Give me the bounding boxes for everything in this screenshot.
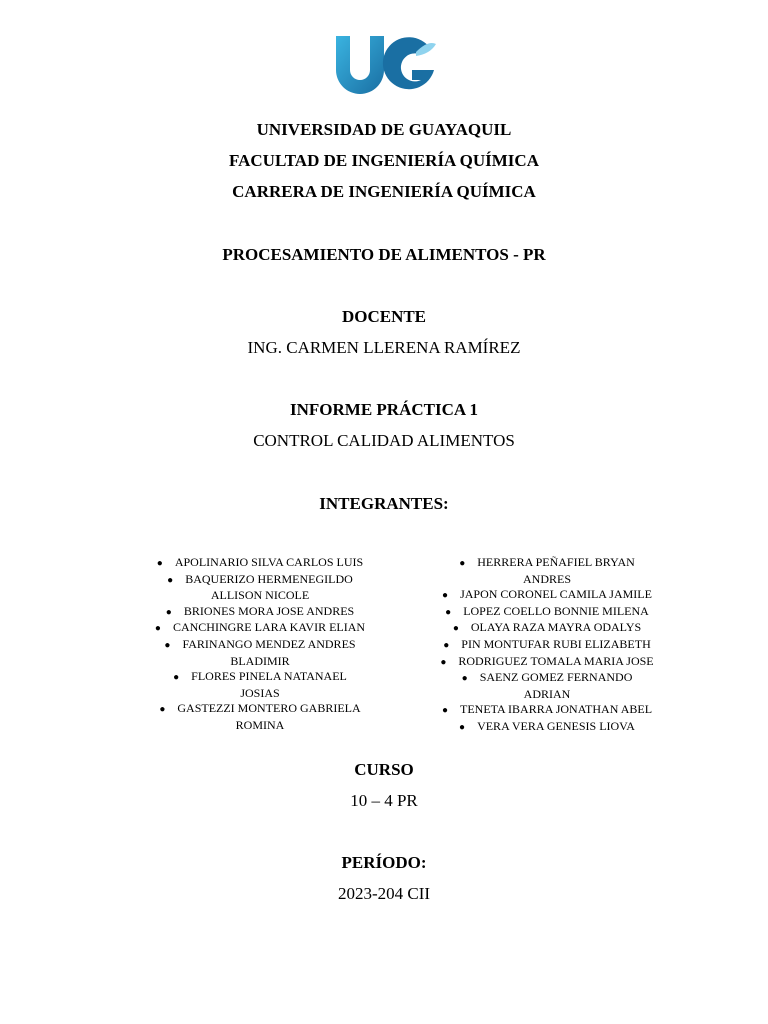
member-list-item [120,654,400,670]
member-list-item [412,637,682,654]
member-name: BAQUERIZO HERMENEGILDO [185,571,353,586]
member-name: APOLINARIO SILVA CARLOS LUIS [174,555,364,569]
member-name: FLORES PINELA NATANAEL [191,669,347,684]
university-logo [330,30,440,100]
member-list-item [120,555,400,572]
member-list-item [120,686,400,702]
member-list-item [412,687,682,703]
member-list-item [120,620,400,637]
member-name: VERA VERA GENESIS LIOVA [477,718,635,733]
members-list-left [120,555,400,734]
member-name: GASTEZZI MONTERO GABRIELA [177,701,361,716]
teacher-name: ING. CARMEN LLERENA RAMÍREZ [247,338,521,357]
course-value: 10 – 4 PR [350,791,418,810]
member-list-item [412,587,682,604]
member-name: CANCHINGRE LARA KAVIR ELIAN [172,620,366,635]
member-name: JAPON CORONEL CAMILA JAMILE [460,587,652,602]
member-list-item [120,637,400,654]
career-name: CARRERA DE INGENIERÍA QUÍMICA [232,182,536,201]
member-list-item [412,555,682,572]
bullet-icon: ● [442,590,449,602]
report-heading: INFORME PRÁCTICA 1 [290,400,478,419]
member-name: BRIONES MORA JOSE ANDRES [183,603,355,618]
member-list-item [120,588,400,604]
bullet-icon: ● [452,623,459,635]
member-name: FARINANGO MENDEZ ANDRES [182,636,356,651]
faculty-name: FACULTAD DE INGENIERÍA QUÍMICA [229,151,539,170]
member-list-item [412,670,682,687]
member-list-item [412,654,682,671]
member-list-item [412,604,682,621]
member-list-item [120,718,400,734]
member-name: ADRIAN [523,686,571,701]
bullet-icon: ● [164,639,171,651]
member-list-item [120,701,400,718]
member-name: ANDRES [522,571,571,586]
bullet-icon: ● [441,705,448,717]
member-name: TENETA IBARRA JONATHAN ABEL [460,702,653,717]
member-list-item [412,620,682,637]
bullet-icon: ● [156,558,163,569]
member-name: JOSIAS [240,685,280,700]
member-name: SAENZ GOMEZ FERNANDO [479,670,633,685]
bullet-icon: ● [461,673,468,685]
bullet-icon: ● [173,672,180,684]
subject-title: PROCESAMIENTO DE ALIMENTOS - PR [222,245,546,264]
report-title: CONTROL CALIDAD ALIMENTOS [253,431,515,450]
member-name: OLAYA RAZA MAYRA ODALYS [470,620,642,635]
member-list-item [120,572,400,589]
bullet-icon: ● [445,606,452,618]
period-value: 2023-204 CII [337,884,431,903]
member-name: BLADIMIR [230,653,290,668]
bullet-icon: ● [167,574,174,586]
bullet-icon: ● [459,558,466,569]
bullet-icon: ● [165,606,172,618]
members-list-right [412,555,682,736]
member-name: PIN MONTUFAR RUBI ELIZABETH [461,636,651,651]
member-name: RODRIGUEZ TOMALA MARIA JOSE [458,653,654,668]
bullet-icon: ● [154,623,161,635]
bullet-icon: ● [159,704,166,716]
member-name: HERRERA PEÑAFIEL BRYAN [477,555,635,569]
member-list-item [120,604,400,621]
member-name: ALLISON NICOLE [210,588,310,603]
course-heading: CURSO [354,760,414,779]
member-list-item [412,572,682,588]
bullet-icon: ● [440,656,447,668]
period-heading: PERÍODO: [341,853,427,872]
member-list-item [412,719,682,736]
member-name: ROMINA [235,717,285,732]
teacher-heading: DOCENTE [341,307,427,326]
member-list-item [120,669,400,686]
member-list-item [412,702,682,719]
university-name: UNIVERSIDAD DE GUAYAQUIL [256,120,512,139]
member-name: LOPEZ COELLO BONNIE MILENA [463,603,649,618]
bullet-icon: ● [443,639,450,651]
members-heading: INTEGRANTES: [319,494,449,513]
bullet-icon: ● [459,721,466,733]
